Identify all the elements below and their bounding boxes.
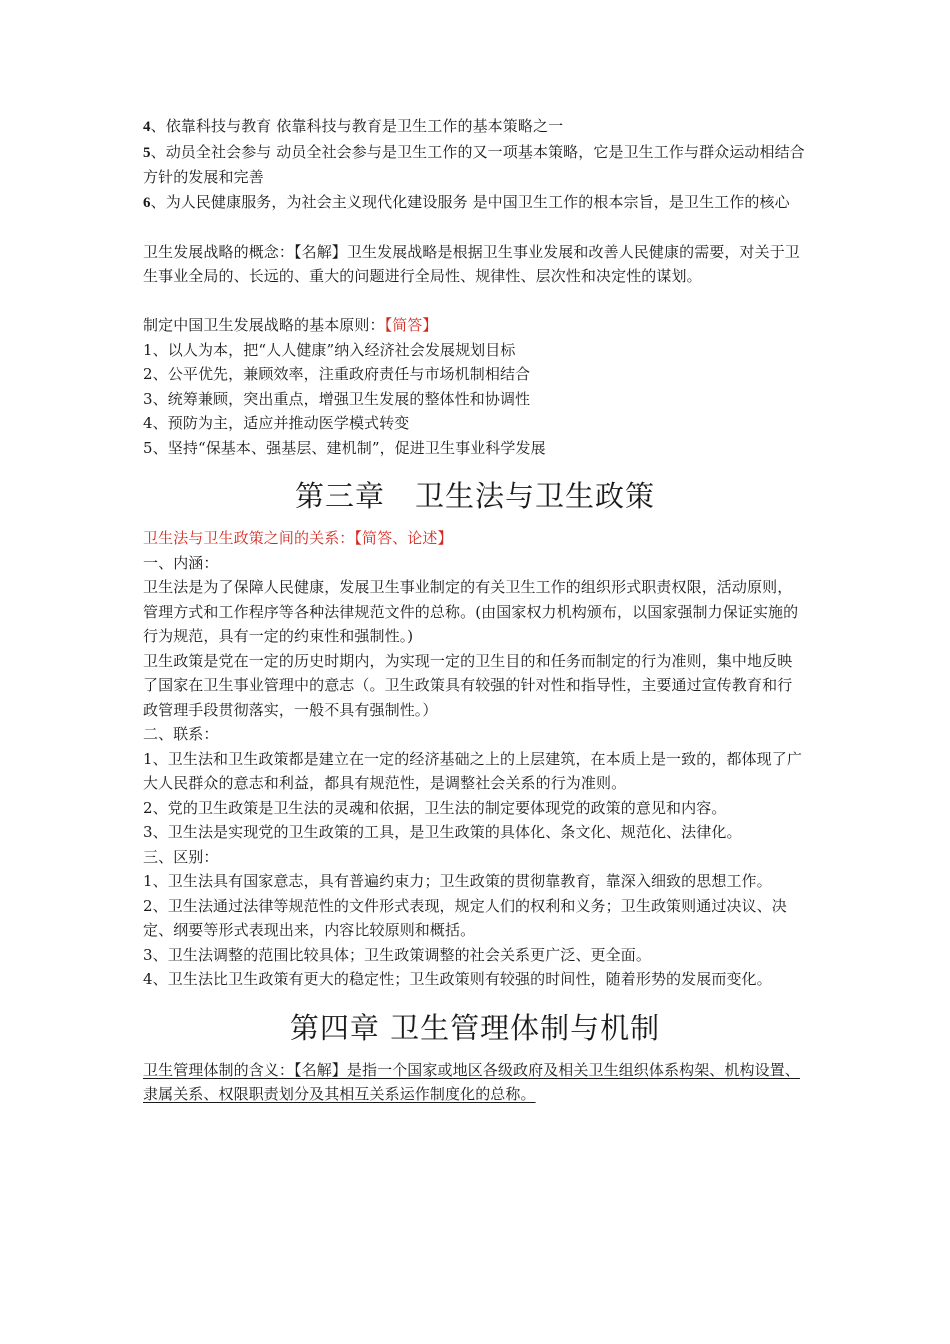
strategy-item-4 — [143, 114, 807, 140]
strategy-item-text: 、依靠科技与教育 依靠科技与教育是卫生工作的基本策略之一 — [150, 117, 564, 135]
link-item: 1、卫生法和卫生政策都是建立在一定的经济基础之上的上层建筑，在本质上是一致的，都体现了广大人民群众的意志和利益，都具有规范性，是调整社会关系的行为准则。 — [143, 749, 802, 792]
link-heading: 二、联系： — [143, 725, 219, 743]
strategy-item-5 — [143, 140, 807, 190]
difference-item: 2、卫生法通过法律等规范性的文件形式表现，规定人们的权利和义务；卫生政策则通过决议、决定、纲要等形式表现出来，内容比较原则和概括。 — [143, 896, 787, 939]
chapter-3-title: 第三章 卫生法与卫生政策 — [294, 479, 655, 513]
principle-item: 2、公平优先，兼顾效率，注重政府责任与市场机制相结合 — [143, 365, 531, 383]
health-policy-definition: 卫生政策是党在一定的历史时期内，为实现一定的卫生目的和任务而制定的行为准则，集中地反映了国家在卫生事业管理中的意志（。卫生政策具有较强的针对性和指导性，主要通过宣传教育和行政管理手段贯彻落实，一般不具有强制性。） — [143, 651, 793, 719]
strategy-item-text: 、为人民健康服务，为社会主义现代化建设服务 是中国卫生工作的根本宗旨，是卫生工作的核心 — [150, 192, 790, 211]
health-law-definition: 卫生法是为了保障人民健康，发展卫生事业制定的有关卫生工作的组织形式职责权限，活动原则，管理方式和工作程序等各种法律规范文件的总称。(由国家权力机构颁布，以国家强制力保证实施的行为规范，具有一定的约束性和强制性。) — [143, 578, 799, 645]
strategy-item-number: 4 — [143, 119, 151, 135]
difference-item: 1、卫生法具有国家意志，具有普遍约束力；卫生政策的贯彻靠教育，靠深入细致的思想工作。 — [143, 872, 772, 890]
strategy-item-number: 5 — [143, 144, 151, 161]
strategy-item-text: 、动员全社会参与 动员全社会参与是卫生工作的又一项基本策略，它是卫生工作与群众运动相结合方针的发展和完善 — [143, 142, 805, 186]
connotation-heading: 一、内涵： — [143, 553, 219, 572]
document-page — [143, 114, 807, 1107]
spacer — [143, 289, 807, 314]
spacer — [143, 215, 807, 240]
difference-item: 3、卫生法调整的范围比较具体；卫生政策调整的社会关系更广泛、更全面。 — [143, 945, 651, 964]
principle-item: 5、坚持“保基本、强基层、建机制”，促进卫生事业科学发展 — [143, 438, 546, 457]
principles-tag: 【简答】 — [384, 316, 438, 334]
link-item: 2、党的卫生政策是卫生法的灵魂和依据，卫生法的制定要体现党的政策的意见和内容。 — [143, 798, 727, 817]
relation-heading: 卫生法与卫生政策之间的关系：【简答、论述】 — [143, 529, 453, 547]
strategy-item-number: 6 — [143, 194, 151, 211]
chapter-4-title: 第四章 卫生管理体制与机制 — [289, 1010, 661, 1045]
principle-item: 3、统筹兼顾，突出重点，增强卫生发展的整体性和协调性 — [143, 389, 531, 408]
link-item: 3、卫生法是实现党的卫生政策的工具，是卫生政策的具体化、条文化、规范化、法律化。 — [143, 823, 742, 841]
spacer — [143, 992, 807, 1008]
spacer — [143, 1048, 807, 1058]
principles-heading — [143, 313, 807, 338]
strategy-concept: 卫生发展战略的概念：【名解】卫生发展战略是根据卫生事业发展和改善人民健康的需要，对关于卫生事业全局的、长远的、重大的问题进行全局性、规律性、层次性和决定性的谋划。 — [143, 242, 800, 285]
principle-item: 4、预防为主，适应并推动医学模式转变 — [143, 414, 410, 432]
spacer — [143, 516, 807, 526]
difference-heading: 三、区别： — [143, 847, 219, 866]
spacer — [143, 460, 807, 476]
principle-item: 1、以人为本，把“人人健康”纳入经济社会发展规划目标 — [143, 340, 516, 359]
management-system-definition: 卫生管理体制的含义：【名解】是指一个国家或地区各级政府及相关卫生组织体系构架、机构设置、隶属关系、权限职责划分及其相互关系运作制度化的总称。 — [143, 1060, 800, 1103]
difference-item: 4、卫生法比卫生政策有更大的稳定性；卫生政策则有较强的时间性，随着形势的发展而变化。 — [143, 970, 772, 988]
strategy-item-6 — [143, 190, 807, 216]
principles-heading-text: 制定中国卫生发展战略的基本原则： — [143, 316, 385, 334]
